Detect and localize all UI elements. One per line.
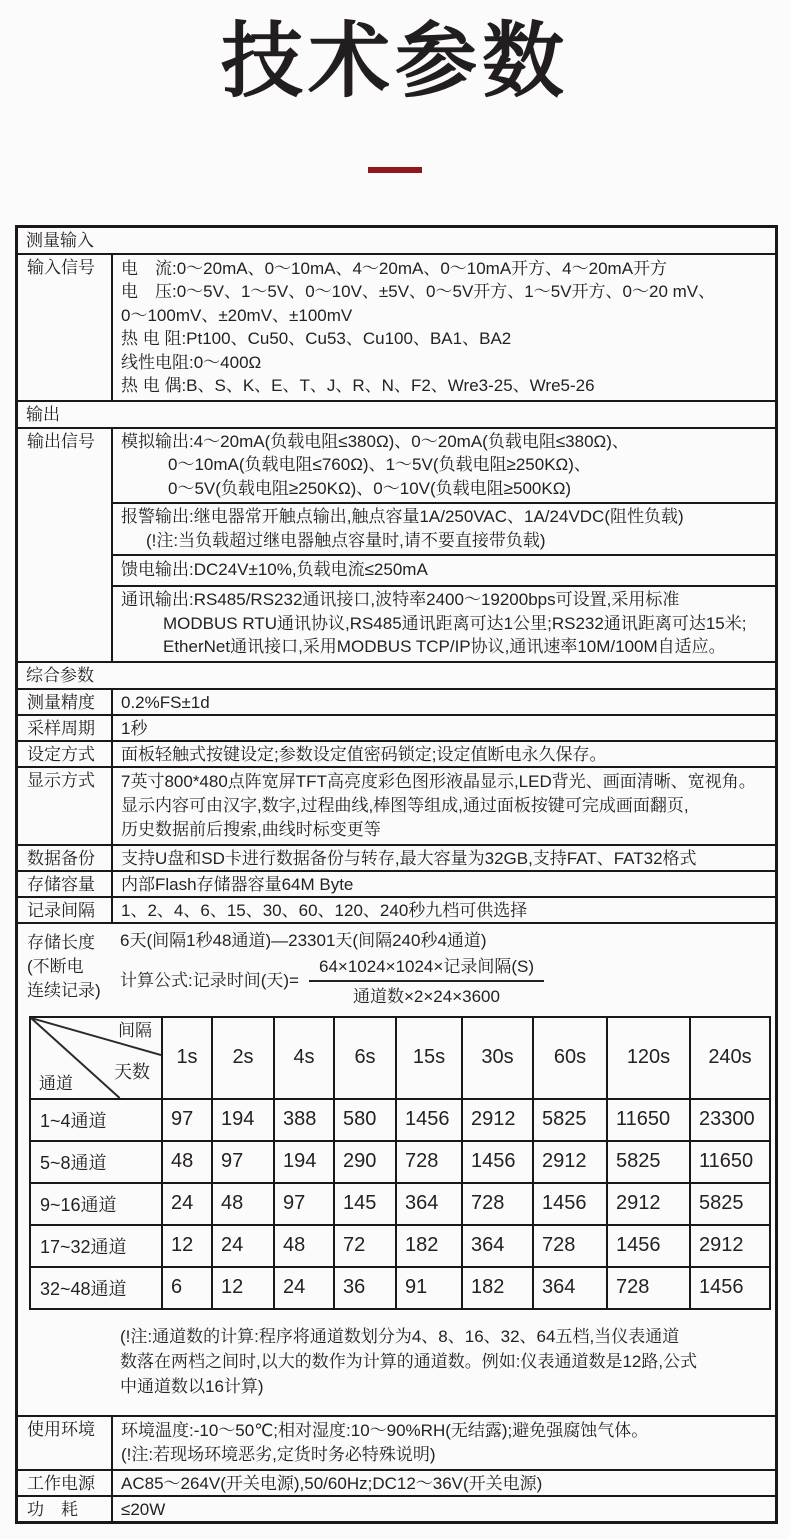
days-cell: 2912 xyxy=(462,1099,533,1141)
interval-header: 240s xyxy=(690,1017,770,1099)
spec-line: 电 压:0～5V、1～5V、0～10V、±5V、0～5V开方、1～5V开方、0～20 mV、 xyxy=(121,282,716,302)
section-header-label: 输出 xyxy=(26,404,60,424)
days-cell: 5825 xyxy=(690,1183,770,1225)
days-cell: 182 xyxy=(462,1267,533,1309)
spec-line: 0～5V(负载电阻≥250KΩ)、0～10V(负载电阻≥500KΩ) xyxy=(168,478,572,498)
section-header-label: 综合参数 xyxy=(26,665,94,685)
spec-line: MODBUS RTU通讯协议,RS485通讯距离可达1公里;RS232通讯距离可达15米; xyxy=(163,613,747,633)
row-record-interval xyxy=(18,896,775,922)
days-table-row xyxy=(30,1141,770,1183)
storage-label-line: 连续记录) xyxy=(27,980,101,1000)
days-cell: 91 xyxy=(396,1267,462,1309)
days-cell: 48 xyxy=(274,1225,334,1267)
days-cell: 24 xyxy=(162,1183,212,1225)
row-value: 0.2%FS±1d xyxy=(121,692,210,712)
row-storage-length xyxy=(18,922,775,1415)
spec-line: EtherNet通讯接口,采用MODBUS TCP/IP协议,通讯速率10M/100M自适应。 xyxy=(163,637,726,657)
row-value: 内部Flash存储器容量64M Byte xyxy=(121,874,354,894)
spec-line: 线性电阻:0～400Ω xyxy=(121,352,262,372)
formula-numerator: 64×1024×1024×记录间隔(S) xyxy=(309,956,544,982)
row-data-backup xyxy=(18,844,775,870)
accent-divider xyxy=(368,167,422,173)
row-power-supply xyxy=(18,1469,775,1495)
row-storage-capacity xyxy=(18,870,775,896)
days-cell: 11650 xyxy=(690,1141,770,1183)
row-label: 采样周期 xyxy=(18,716,113,740)
days-cell: 36 xyxy=(334,1267,396,1309)
row-value xyxy=(113,768,775,844)
row-label: 数据备份 xyxy=(18,846,113,870)
spec-line: 电 流:0～20mA、0～10mA、4～20mA、0～10mA开方、4～20mA开方 xyxy=(121,258,668,278)
row-label: 测量精度 xyxy=(18,690,113,714)
storage-formula xyxy=(120,956,775,1007)
days-cell: 194 xyxy=(212,1099,274,1141)
row-label: 输入信号 xyxy=(18,255,113,400)
row-label: 功 耗 xyxy=(18,1497,113,1521)
days-cell: 12 xyxy=(212,1267,274,1309)
days-cell: 580 xyxy=(334,1099,396,1141)
spec-line: 环境温度:-10～50℃;相对湿度:10～90%RH(无结露);避免强腐蚀气体。 xyxy=(121,1420,649,1440)
interval-header: 120s xyxy=(607,1017,690,1099)
row-setting-method xyxy=(18,740,775,766)
days-cell: 728 xyxy=(533,1225,607,1267)
storage-length-label xyxy=(27,931,122,1003)
row-power-consumption xyxy=(18,1495,775,1521)
storage-label-line: 存储长度 xyxy=(27,932,95,952)
formula-denominator: 通道数×2×24×3600 xyxy=(353,986,500,1006)
days-cell: 728 xyxy=(462,1183,533,1225)
days-cell: 24 xyxy=(274,1267,334,1309)
row-label: 设定方式 xyxy=(18,742,113,766)
spec-line: (!注:若现场环境恶劣,定货时务必特殊说明) xyxy=(121,1444,436,1464)
formula-fraction xyxy=(309,956,544,1007)
corner-interval-label: 间隔 xyxy=(118,1020,152,1040)
row-value xyxy=(113,429,775,661)
row-accuracy xyxy=(18,688,775,714)
comm-output-block xyxy=(113,585,775,661)
section-header-measurement-input xyxy=(18,228,775,253)
channel-label: 32~48通道 xyxy=(30,1267,162,1309)
days-cell: 48 xyxy=(162,1141,212,1183)
days-table-row xyxy=(30,1183,770,1225)
days-cell: 23300 xyxy=(690,1099,770,1141)
spec-line: 显示内容可由汉字,数字,过程曲线,棒图等组成,通过面板按键可完成画面翻页, xyxy=(121,795,689,815)
days-cell: 1456 xyxy=(607,1225,690,1267)
days-cell: 24 xyxy=(212,1225,274,1267)
row-label: 记录间隔 xyxy=(18,898,113,922)
channel-label: 9~16通道 xyxy=(30,1183,162,1225)
row-label: 工作电源 xyxy=(18,1471,113,1495)
days-cell: 1456 xyxy=(690,1267,770,1309)
interval-header: 30s xyxy=(462,1017,533,1099)
days-cell: 97 xyxy=(274,1183,334,1225)
page-title: 技术参数 xyxy=(220,16,569,107)
interval-header: 1s xyxy=(162,1017,212,1099)
days-cell: 1456 xyxy=(462,1141,533,1183)
note-line: (!注:通道数的计算:程序将通道数划分为4、8、16、32、64五档,当仪表通道 xyxy=(120,1326,680,1346)
spec-line: 历史数据前后搜索,曲线时标变更等 xyxy=(121,819,381,839)
row-label: 存储容量 xyxy=(18,872,113,896)
days-cell: 97 xyxy=(162,1099,212,1141)
spec-line: 报警输出:继电器常开触点输出,触点容量1A/250VAC、1A/24VDC(阻性负载) xyxy=(121,507,684,527)
days-cell: 5825 xyxy=(607,1141,690,1183)
storage-label-line: (不断电 xyxy=(27,956,84,976)
days-table-header-row xyxy=(30,1017,770,1099)
row-environment xyxy=(18,1415,775,1469)
spec-line: 馈电输出:DC24V±10%,负载电流≤250mA xyxy=(121,560,428,580)
spec-line: (!注:当负载超过继电器触点容量时,请不要直接带负载) xyxy=(146,530,546,550)
analog-output-block xyxy=(113,429,775,503)
row-sampling-period xyxy=(18,714,775,740)
formula-prefix: 计算公式:记录时间(天)= xyxy=(120,971,299,991)
section-header-output xyxy=(18,400,775,427)
note-line: 数落在两档之间时,以大的数作为计算的通道数。例如:仪表通道数是12路,公式 xyxy=(120,1351,698,1371)
days-cell: 182 xyxy=(396,1225,462,1267)
row-output-signal xyxy=(18,427,775,661)
days-table-row xyxy=(30,1267,770,1309)
section-header-general xyxy=(18,661,775,688)
note-line: 中通道数以16计算) xyxy=(120,1376,264,1396)
row-value: 1、2、4、6、15、30、60、120、240秒九档可供选择 xyxy=(121,900,528,920)
spec-line: 热 电 阻:Pt100、Cu50、Cu53、Cu100、BA1、BA2 xyxy=(121,329,512,349)
row-label: 显示方式 xyxy=(18,768,113,844)
row-value: 面板轻触式按键设定;参数设定值密码锁定;设定值断电永久保存。 xyxy=(121,744,607,764)
row-value xyxy=(113,255,775,400)
channel-label: 1~4通道 xyxy=(30,1099,162,1141)
spec-page xyxy=(0,14,790,1524)
days-cell: 728 xyxy=(396,1141,462,1183)
days-cell: 388 xyxy=(274,1099,334,1141)
days-cell: 1456 xyxy=(533,1183,607,1225)
days-cell: 11650 xyxy=(607,1099,690,1141)
days-cell: 1456 xyxy=(396,1099,462,1141)
interval-header: 60s xyxy=(533,1017,607,1099)
row-value: 1秒 xyxy=(121,718,148,738)
storage-range: 6天(间隔1秒48通道)—23301天(间隔240秒4通道) xyxy=(120,930,487,950)
row-value xyxy=(113,1417,775,1469)
channel-count-note xyxy=(120,1324,761,1399)
alarm-output-block xyxy=(113,502,775,554)
spec-line: 7英寸800*480点阵宽屏TFT高亮度彩色图形液晶显示,LED背光、画面清晰、宽视角。 xyxy=(121,771,756,791)
channel-label: 17~32通道 xyxy=(30,1225,162,1267)
row-value: 支持U盘和SD卡进行数据备份与转存,最大容量为32GB,支持FAT、FAT32格式 xyxy=(121,848,697,868)
days-cell: 194 xyxy=(274,1141,334,1183)
days-cell: 145 xyxy=(334,1183,396,1225)
days-cell: 364 xyxy=(462,1225,533,1267)
days-cell: 2912 xyxy=(690,1225,770,1267)
days-cell: 728 xyxy=(607,1267,690,1309)
interval-header: 4s xyxy=(274,1017,334,1099)
row-display-method xyxy=(18,766,775,844)
days-cell: 97 xyxy=(212,1141,274,1183)
row-input-signal xyxy=(18,253,775,400)
feed-output-block xyxy=(113,554,775,585)
spec-line: 通讯输出:RS485/RS232通讯接口,波特率2400～19200bps可设置,采用标准 xyxy=(121,590,680,610)
days-cell: 48 xyxy=(212,1183,274,1225)
interval-header: 2s xyxy=(212,1017,274,1099)
spec-line: 模拟输出:4～20mA(负载电阻≤380Ω)、0～20mA(负载电阻≤380Ω)、 xyxy=(121,431,629,451)
days-cell: 6 xyxy=(162,1267,212,1309)
days-table-corner-cell xyxy=(30,1017,162,1099)
days-cell: 364 xyxy=(396,1183,462,1225)
row-label: 输出信号 xyxy=(18,429,113,661)
spec-line: 0～10mA(负载电阻≤760Ω)、1～5V(负载电阻≥250KΩ)、 xyxy=(168,455,591,475)
days-cell: 290 xyxy=(334,1141,396,1183)
days-cell: 2912 xyxy=(607,1183,690,1225)
days-table-row xyxy=(30,1099,770,1141)
spec-line: 0～100mV、±20mV、±100mV xyxy=(121,305,353,325)
corner-channels-label: 通道 xyxy=(39,1073,73,1093)
spec-table xyxy=(15,225,778,1524)
days-table-row xyxy=(30,1225,770,1267)
spec-line: 热 电 偶:B、S、K、E、T、J、R、N、F2、Wre3-25、Wre5-26 xyxy=(121,376,595,396)
corner-days-label: 天数 xyxy=(114,1061,150,1082)
row-label: 使用环境 xyxy=(18,1417,113,1469)
days-cell: 12 xyxy=(162,1225,212,1267)
row-value: AC85～264V(开关电源),50/60Hz;DC12～36V(开关电源) xyxy=(121,1473,543,1493)
days-cell: 364 xyxy=(533,1267,607,1309)
channel-label: 5~8通道 xyxy=(30,1141,162,1183)
section-header-label: 测量输入 xyxy=(26,230,94,250)
interval-header: 15s xyxy=(396,1017,462,1099)
days-cell: 72 xyxy=(334,1225,396,1267)
days-cell: 5825 xyxy=(533,1099,607,1141)
row-value: ≤20W xyxy=(121,1499,166,1519)
storage-days-table xyxy=(29,1016,771,1310)
days-cell: 2912 xyxy=(533,1141,607,1183)
interval-header: 6s xyxy=(334,1017,396,1099)
